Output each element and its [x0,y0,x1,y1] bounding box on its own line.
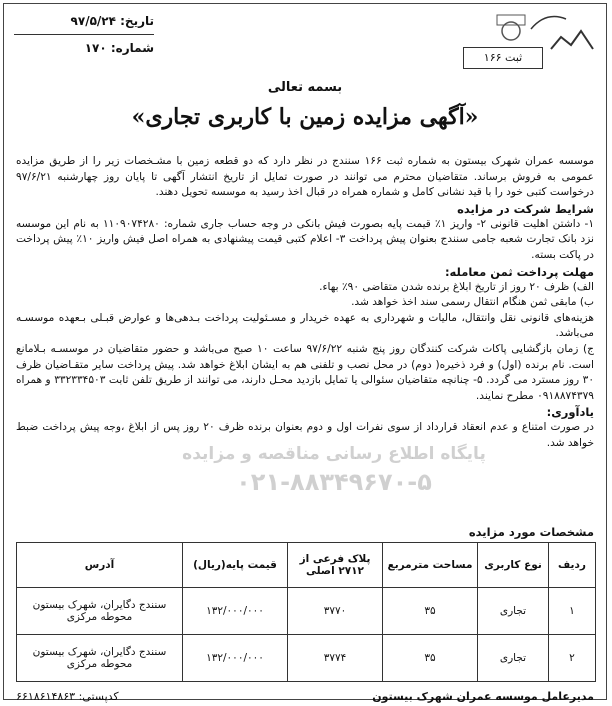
cell-area: ۳۵ [383,635,478,682]
cell-usage: تجاری [478,588,549,635]
date-number-box [14,10,154,59]
payment-heading: مهلت پرداخت ثمن معامله: [444,264,594,279]
cell-area: ۳۵ [383,588,478,635]
note-heading: یادآوری: [546,405,594,420]
note-text: در صورت امتناع و عدم انعقاد قرارداد از سوی نفرات اول و دوم بعنوان برنده ظرف ۲۰ روز پس از ابلاغ ،وجه پیش پرداخت ضبط خواهد شد. [16,421,595,449]
payment-costs: هزینه‌های قانونی نقل وانتقال، مالیات و شهرداری به عهده خریدار و مسـئولیت پرداخت بـدهی‌ها و عوارض قبـلی بـعهده موسسـه می‌باشد. [16,311,594,340]
cell-row-number: ۱ [549,588,596,635]
cell-plate: ۳۷۷۴ [288,635,383,682]
col-row-number: ردیف [549,543,596,588]
cell-address: سنندج دگایران، شهرک بیستون محوطه مرکزی [17,588,183,635]
notice-page [3,3,607,703]
col-address: آدرس [17,543,183,588]
intro-paragraph: موسسه عمران شهرک بیستون به شماره ثبت ۱۶۶ سنندج در نظر دارد که دو قطعه زمین با مشـخصات زیر را از طریق مزایده عمومی به فروش برساند. متقاضیان محترم می توانند در صورت تمایل از تاریخ انتشار آگهی تا پایان روز چهارشنبه ۹۷/۶/۲۱ درخواست کتبی خود را با قید نشانی کامل و شماره همراه در قبال اخذ رسید به موسسه تحویل دهند. [16,155,594,199]
conditions-text: ۱- داشتن اهلیت قانونی ۲- واریز ۱٪ قیمت پایه بصورت فیش بانکی در وجه حساب جاری شماره: ۱۱۰۹۰۷۴۲۸۰ به نام این موسسه نزد بانک تجارت شعبه جامی سنندج بعنوان پیش پرداخت ۳- اعلام کتبی قیمت پیشنهادی به همراه اصل فیش واریز ۱۰٪ پیش پرداخت در پاکت بسته. [16,217,595,261]
cell-usage: تجاری [478,635,549,682]
col-plate: پلاک فرعی از ۲۷۱۲ اصلی [288,543,383,588]
cell-base-price: ۱۳۲/۰۰۰/۰۰۰ [183,588,288,635]
col-base-price: قیمت پایه(ریال) [183,543,288,588]
footer [16,690,594,706]
watermark [169,444,499,496]
page-title: «آگهی مزایده زمین با کاربری تجاری» [131,104,479,130]
payment-a: الف) ظرف ۲۰ روز از تاریخ ابلاغ برنده شدن متقاضی ۹۰٪ بهاء. [319,280,594,293]
col-area: مساحت مترمربع [383,543,478,588]
signature: مدیرعامل موسسه عمران شهرک بیستون [372,690,594,703]
notice-body [16,154,594,452]
col-usage: نوع کاربری [478,543,549,588]
table-row [17,588,596,635]
watermark-phone: ۰۲۱-۸۸۳۴۹۶۷۰-۵ [236,468,432,496]
spec-heading: مشخصات مورد مزایده [468,525,594,539]
table-header-row [17,543,596,588]
payment-c: ج) زمان بازگشایی پاکات شرکت کنندگان روز پنج شنبه ۹۷/۶/۲۲ ساعت ۱۰ صبح می‌باشد و حضور متقاضیان در موسسـه بـلامانع است. نام برنده (اول) و فرد ذخیره( دوم) در محل نصب و تلفنی هم به ایشان ابلاغ خواهد شد. پیش پرداخت سایر متقـاضیان ظرف ۳۰ روز مسترد می گردد. ۵- چنانچه متقاضیان سئوالی یا تمایل بازدید محـل دارند، می توانند از طریق تلفن ثابت ۳۳۲۳۳۴۵۰۳ و همراه ۰۹۱۸۸۷۴۳۷۹ مطرح نمایند. [16,342,595,402]
cell-plate: ۳۷۷۰ [288,588,383,635]
cell-address: سنندج دگایران، شهرک بیستون محوطه مرکزی [17,635,183,682]
payment-b: ب) مابقی ثمن هنگام انتقال رسمی سند اخذ خواهد شد. [351,296,594,309]
date-label: تاریخ: ۹۷/۵/۲۴ [70,14,154,28]
bismillah-heading: بسمه تعالی [267,80,343,95]
conditions-heading: شرایط شرکت در مزایده [457,201,594,216]
organization-logo [411,9,596,73]
number-label: شماره: ۱۷۰ [84,41,154,55]
cell-base-price: ۱۳۲/۰۰۰/۰۰۰ [183,635,288,682]
registration-stamp: ثبت ۱۶۶ [463,47,543,69]
table-row [17,635,596,682]
cell-row-number: ۲ [549,635,596,682]
watermark-text: پایگاه اطلاع رسانی مناقصه و مزایده [182,444,486,464]
postal-code: کدپستی: ۶۶۱۸۶۱۴۸۶۳ [16,690,119,703]
date-divider [14,34,154,35]
spec-table [16,542,596,682]
